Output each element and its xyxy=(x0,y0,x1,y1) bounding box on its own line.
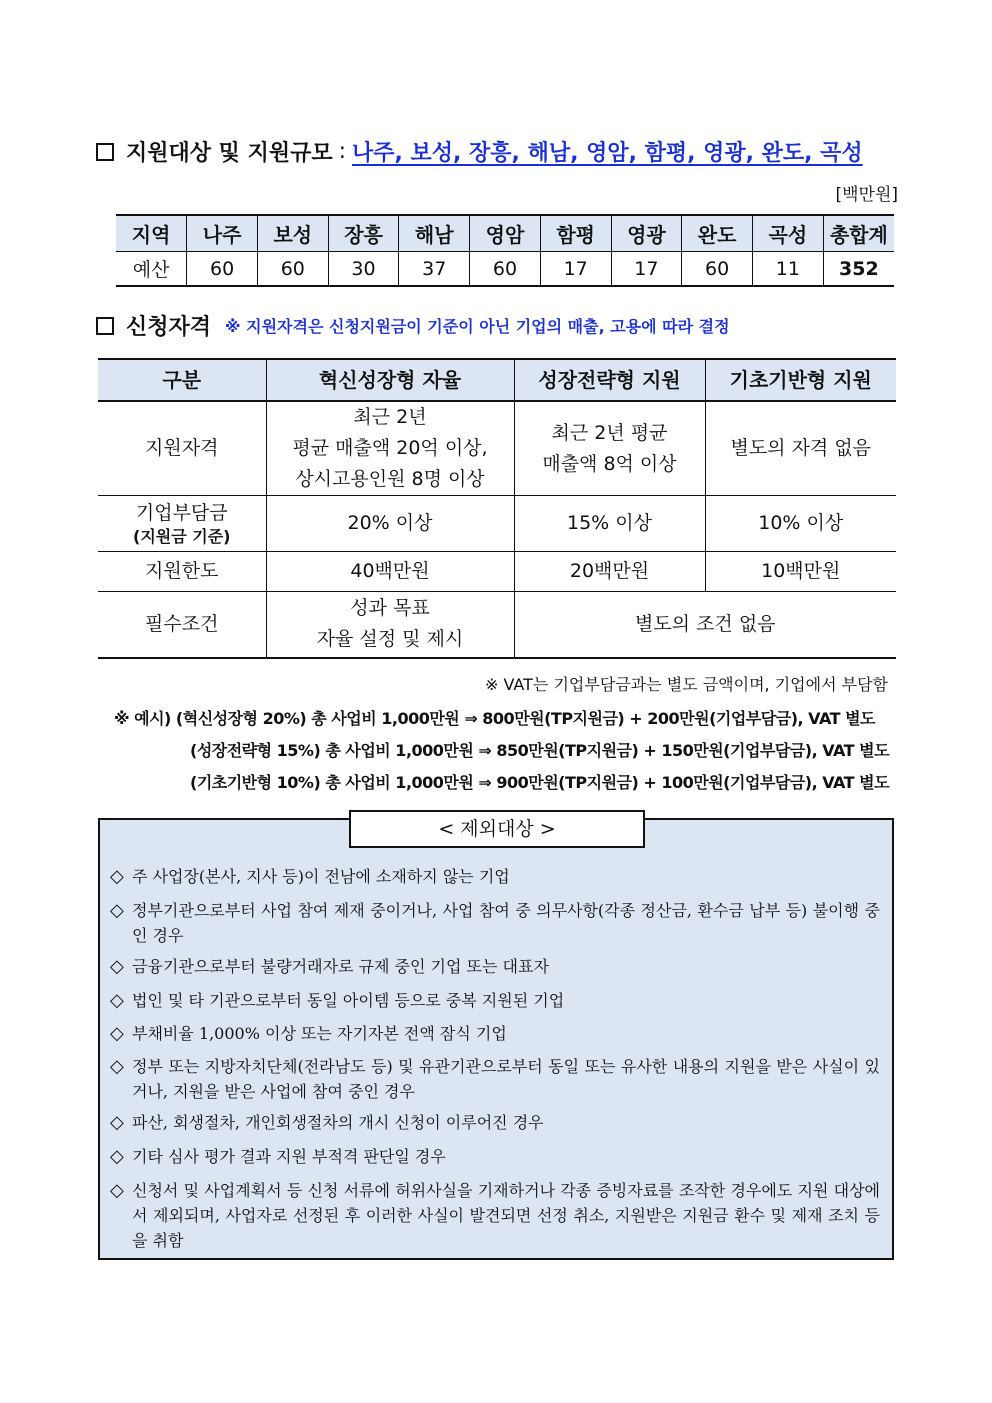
exclusion-text: 법인 및 타 기관으로부터 동일 아이템 등으로 중복 지원된 기업 xyxy=(132,991,565,1010)
limit-row xyxy=(98,552,896,592)
exclusion-text: 정부기관으로부터 사업 참여 제재 중이거나, 사업 참여 중 의무사항(각종 정산금, 환수금 납부 등) 불이행 중인 경우 xyxy=(132,901,880,945)
burden-basic: 10% 이상 xyxy=(705,496,896,552)
burden-strategy: 15% 이상 xyxy=(514,496,705,552)
row-sublabel: (지원금 기준) xyxy=(133,526,231,546)
section-title: 지원대상 및 지원규모 xyxy=(126,141,333,166)
budget-value-cell: 60 xyxy=(682,252,753,287)
row-label xyxy=(98,496,266,552)
diamond-bullet-icon: ◇ xyxy=(110,1112,124,1133)
vat-note: ※ VAT는 기업부담금과는 별도 금액이며, 기업에서 부담함 xyxy=(485,675,888,694)
budget-value-row xyxy=(116,252,894,287)
diamond-bullet-icon: ◇ xyxy=(110,866,124,887)
text-line: 최근 2년 평균 xyxy=(551,421,668,444)
exclusion-text: 기타 심사 평가 결과 지원 부적격 판단일 경우 xyxy=(132,1147,446,1166)
text-line: 자율 설정 및 제시 xyxy=(316,628,464,651)
budget-header-cell: 나주 xyxy=(187,215,258,252)
example-line: (기초기반형 10%) 총 사업비 1,000만원 ⇒ 900만원(TP지원금) + 100만원(기업부담금), VAT 별도 xyxy=(190,773,890,792)
budget-header-cell: 곡성 xyxy=(752,215,823,252)
exclusion-text: 부채비율 1,000% 이상 또는 자기자본 전액 잠식 기업 xyxy=(132,1024,507,1043)
exclusion-box xyxy=(98,818,894,1260)
checkbox-icon xyxy=(96,143,114,161)
diamond-bullet-icon: ◇ xyxy=(110,1146,124,1167)
budget-value-cell: 17 xyxy=(611,252,682,287)
section-heading-eligibility xyxy=(96,310,730,341)
text-line: 성과 목표 xyxy=(350,597,430,620)
eligibility-header-cell: 기초기반형 지원 xyxy=(705,359,896,401)
text-line: 최근 2년 xyxy=(353,406,427,428)
qualification-strategy xyxy=(514,401,705,496)
budget-value-cell: 17 xyxy=(540,252,611,287)
budget-header-cell: 영광 xyxy=(611,215,682,252)
qualification-innovation xyxy=(266,401,514,496)
budget-header-cell: 해남 xyxy=(399,215,470,252)
qualification-basic: 별도의 자격 없음 xyxy=(705,401,896,496)
section-title: 신청자격 xyxy=(126,315,212,340)
required-row xyxy=(98,592,896,658)
text-line: 기업부담금 xyxy=(135,501,228,524)
exclusion-text: 정부 또는 지방자치단체(전라남도 등) 및 유관기관으로부터 동일 또는 유사한 내용의 지원을 받은 사실이 있거나, 지원을 받은 사업에 참여 중인 경우 xyxy=(132,1057,880,1101)
burden-innovation: 20% 이상 xyxy=(266,496,514,552)
checkbox-icon xyxy=(96,317,114,335)
budget-row-label: 예산 xyxy=(116,252,187,287)
required-others: 별도의 조건 없음 xyxy=(514,592,896,658)
budget-header-cell: 지역 xyxy=(116,215,187,252)
eligibility-table xyxy=(98,358,896,659)
eligibility-header-cell: 혁신성장형 자율 xyxy=(266,359,514,401)
diamond-bullet-icon: ◇ xyxy=(110,900,124,921)
row-label: 지원한도 xyxy=(98,552,266,592)
required-innovation xyxy=(266,592,514,658)
exclusion-item xyxy=(110,1110,880,1135)
eligibility-note: ※ 지원자격은 신청지원금이 기준이 아닌 기업의 매출, 고용에 따라 결정 xyxy=(225,317,730,336)
section-heading-support-scale xyxy=(96,136,863,167)
budget-value-cell: 30 xyxy=(328,252,399,287)
row-label: 지원자격 xyxy=(98,401,266,496)
title-colon: : xyxy=(338,139,347,164)
budget-header-cell: 보성 xyxy=(257,215,328,252)
text-line: 매출액 8억 이상 xyxy=(542,452,677,475)
exclusion-item xyxy=(110,988,880,1013)
budget-value-cell: 37 xyxy=(399,252,470,287)
exclusion-title: < 제외대상 > xyxy=(349,810,645,848)
text-line: 평균 매출액 20억 이상, xyxy=(292,437,488,459)
diamond-bullet-icon: ◇ xyxy=(110,1023,124,1044)
budget-table xyxy=(116,214,894,287)
example-line: (성장전략형 15%) 총 사업비 1,000만원 ⇒ 850만원(TP지원금) + 150만원(기업부담금), VAT 별도 xyxy=(190,741,890,760)
eligibility-header-row xyxy=(98,359,896,401)
diamond-bullet-icon: ◇ xyxy=(110,990,124,1011)
budget-header-cell: 장흥 xyxy=(328,215,399,252)
exclusion-item xyxy=(110,954,880,979)
budget-header-row xyxy=(116,215,894,252)
budget-header-cell: 완도 xyxy=(682,215,753,252)
exclusion-item xyxy=(110,1054,880,1104)
exclusion-item xyxy=(110,1178,880,1253)
limit-strategy: 20백만원 xyxy=(514,552,705,592)
burden-row xyxy=(98,496,896,552)
exclusion-item xyxy=(110,864,880,889)
budget-header-cell: 총합계 xyxy=(823,215,894,252)
exclusion-text: 주 사업장(본사, 지사 등)이 전남에 소재하지 않는 기업 xyxy=(132,867,510,886)
exclusion-text: 파산, 회생절차, 개인회생절차의 개시 신청이 이루어진 경우 xyxy=(132,1113,544,1132)
budget-value-cell: 60 xyxy=(257,252,328,287)
exclusion-text: 신청서 및 사업계획서 등 신청 서류에 허위사실을 기재하거나 각종 증빙자료를 조작한 경우에도 지원 대상에서 제외되며, 사업자로 선정된 후 이러한 사실이 발견되면 선정 취소, 지원받은 지원금 환수 및 제재 조치 등을 취함 xyxy=(132,1181,880,1250)
budget-header-cell: 영암 xyxy=(470,215,541,252)
budget-total-cell: 352 xyxy=(823,252,894,287)
exclusion-item xyxy=(110,898,880,948)
limit-innovation: 40백만원 xyxy=(266,552,514,592)
eligibility-header-cell: 구분 xyxy=(98,359,266,401)
example-line: ※ 예시) (혁신성장형 20%) 총 사업비 1,000만원 ⇒ 800만원(TP지원금) + 200만원(기업부담금), VAT 별도 xyxy=(114,709,875,728)
diamond-bullet-icon: ◇ xyxy=(110,1056,124,1077)
budget-value-cell: 11 xyxy=(752,252,823,287)
diamond-bullet-icon: ◇ xyxy=(110,956,124,977)
budget-value-cell: 60 xyxy=(187,252,258,287)
eligibility-header-cell: 성장전략형 지원 xyxy=(514,359,705,401)
regions-link[interactable]: 나주, 보성, 장흥, 해남, 영암, 함평, 영광, 완도, 곡성 xyxy=(352,141,863,166)
exclusion-item xyxy=(110,1021,880,1046)
diamond-bullet-icon: ◇ xyxy=(110,1180,124,1201)
text-line: 상시고용인원 8명 이상 xyxy=(295,468,485,490)
qualification-row xyxy=(98,401,896,496)
unit-label: [백만원] xyxy=(835,185,898,205)
limit-basic: 10백만원 xyxy=(705,552,896,592)
row-label: 필수조건 xyxy=(98,592,266,658)
exclusion-item xyxy=(110,1144,880,1169)
budget-header-cell: 함평 xyxy=(540,215,611,252)
exclusion-text: 금융기관으로부터 불량거래자로 규제 중인 기업 또는 대표자 xyxy=(132,957,549,976)
budget-value-cell: 60 xyxy=(470,252,541,287)
